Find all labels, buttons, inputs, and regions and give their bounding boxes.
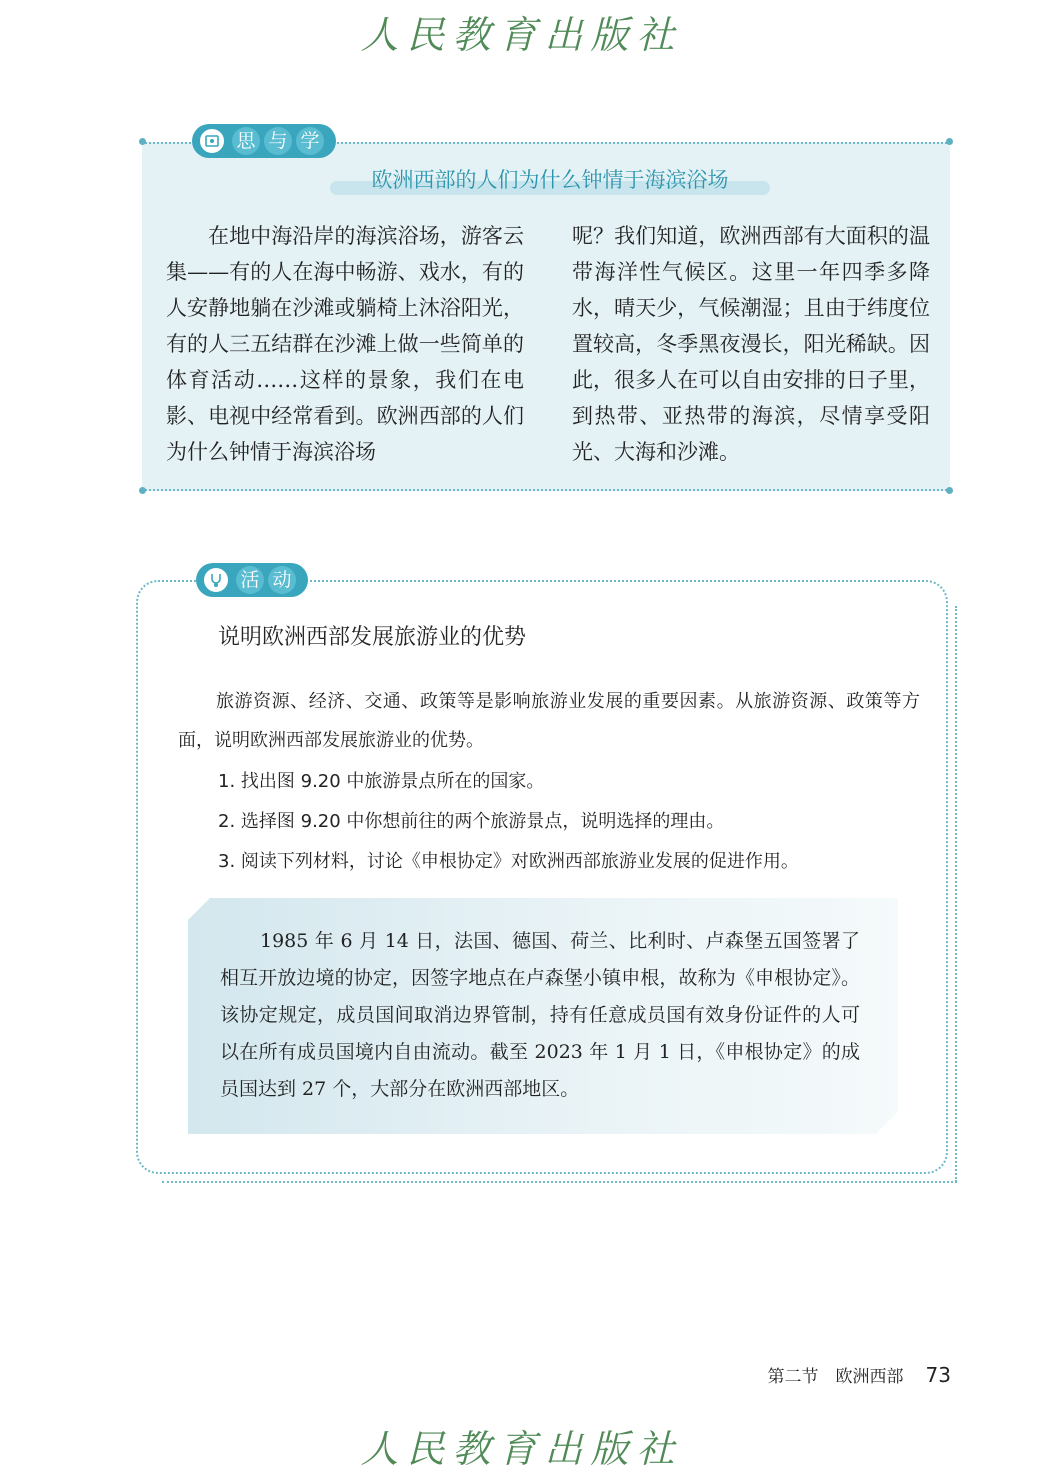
badge-char: 动	[268, 566, 296, 594]
activity-item: 1. 找出图 9.20 中旅游景点所在的国家。	[218, 771, 545, 792]
think-learn-title: 欧洲西部的人们为什么钟情于海滨浴场	[330, 163, 770, 197]
activity-badge	[196, 563, 308, 597]
panel-corner-dot	[139, 487, 146, 494]
panel-corner-dot	[946, 138, 953, 145]
badge-char: 学	[296, 127, 324, 155]
book-icon	[198, 127, 226, 155]
think-text-right: 呢？我们知道，欧洲西部有大面积的温带海洋性气候区。这里一年四季多降水，晴天少，气候潮湿；且由于纬度位置较高，冬季黑夜漫长，阳光稀缺。因此，很多人在可以自由安排的日子里，到热带、亚热带的海滨，尽情享受阳光、大海和沙滩。	[572, 224, 930, 464]
panel-corner-dot	[139, 138, 146, 145]
page-footer	[768, 1362, 951, 1387]
activity-item: 2. 选择图 9.20 中你想前往的两个旅游景点，说明选择的理由。	[218, 811, 725, 832]
panel-corner-dot	[946, 487, 953, 494]
section-label: 第二节 欧洲西部	[767, 1367, 904, 1387]
stethoscope-icon	[202, 566, 230, 594]
activity-box-shadow	[955, 606, 957, 1182]
think-text-left: 在地中海沿岸的海滨浴场，游客云集——有的人在海中畅游、戏水，有的人安静地躺在沙滩或躺椅上沐浴阳光，有的人三五结群在沙滩上做一些简单的体育活动……这样的景象，我们在电影、电视中经常看到。欧洲西部的人们为什么钟情于海滨浴场	[166, 224, 524, 464]
activity-item: 3. 阅读下列材料，讨论《申根协定》对欧洲西部旅游业发展的促进作用。	[218, 851, 799, 872]
badge-char: 与	[264, 127, 292, 155]
activity-heading: 说明欧洲西部发展旅游业的优势	[218, 625, 527, 650]
badge-char: 思	[232, 127, 260, 155]
activity-box-shadow	[162, 1181, 957, 1183]
publisher-watermark-bottom: 人民教育出版社	[360, 1427, 683, 1471]
think-learn-badge	[192, 124, 336, 158]
activity-intro: 旅游资源、经济、交通、政策等是影响旅游业发展的重要因素。从旅游资源、政策等方面，说明欧洲西部发展旅游业的优势。	[178, 691, 920, 751]
page-number: 73	[925, 1363, 951, 1387]
schengen-material-text: 1985 年 6 月 14 日，法国、德国、荷兰、比利时、卢森堡五国签署了相互开放边境的协定，因签字地点在卢森堡小镇申根，故称为《申根协定》。该协定规定，成员国间取消边界管制，持有任意成员国有效身份证件的人可以在所有成员国境内自由流动。截至 2023 年 1 月 1 日，《申根协定》的成员国达到 27 个，大部分在欧洲西部地区。	[220, 930, 860, 1100]
publisher-watermark-top: 人民教育出版社	[360, 13, 683, 57]
badge-char: 活	[236, 566, 264, 594]
